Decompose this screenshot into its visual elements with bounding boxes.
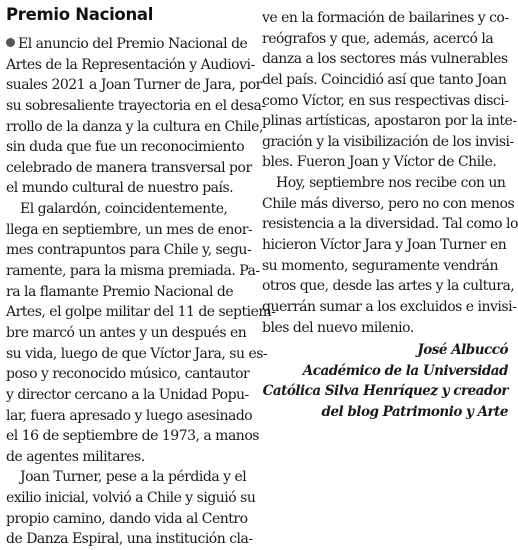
- author-title: Académico de la Universidad: [302, 362, 508, 379]
- text-line: suales 2021 a Joan Turner de Jara, por: [6, 77, 262, 94]
- author-signature: [262, 340, 508, 423]
- text-line: El galardón, coincidentemente,: [20, 201, 228, 218]
- text-line: otros que, desde las artes y la cultura,: [262, 278, 515, 295]
- text-line: su sobresaliente trayectoria en el desa-: [6, 97, 266, 114]
- author-title: del blog Patrimonio y Arte: [321, 403, 508, 420]
- text-line: Artes de la Representación y Audiovi-: [6, 56, 255, 73]
- text-line: de Danza Espiral, una institución cla-: [6, 531, 253, 548]
- text-line: su momento, seguramente vendrán: [262, 257, 499, 274]
- text-line: mes contrapuntos para Chile y, segu-: [6, 242, 252, 259]
- text-line: Artes, el golpe militar del 11 de septiem-: [6, 304, 276, 321]
- text-line: bre marcó un antes y un después en: [6, 324, 247, 341]
- text-line: el 16 de septiembre de 1973, a manos: [6, 428, 259, 445]
- text-line: celebrado de manera transversal por: [6, 159, 252, 176]
- text-line: Chile más diverso, pero no con menos: [262, 195, 515, 212]
- text-line: plinas artísticas, apostaron por la inte-: [262, 113, 517, 130]
- text-line: Hoy, septiembre nos recibe con un: [276, 175, 506, 192]
- text-line: Joan Turner, pese a la pérdida y el: [20, 469, 247, 486]
- text-line: querrán sumar a los excluidos e invisi-: [262, 298, 517, 315]
- text-line: del país. Coincidió así que tanto Joan: [262, 71, 507, 88]
- text-line: sin duda que fue un reconocimiento: [6, 139, 245, 156]
- headline: Premio Nacional: [6, 5, 154, 24]
- author-name: José Albuccó: [417, 342, 508, 358]
- text-line: de agentes militares.: [6, 448, 145, 465]
- text-line: y director cercano a la Unidad Popu-: [6, 386, 249, 403]
- text-line: ramente, para la misma premiada. Pa-: [6, 263, 260, 280]
- text-line: rrollo de la danza y la cultura en Chile,: [6, 118, 263, 135]
- text-line: ra la flamante Premio Nacional de: [6, 283, 234, 300]
- text-line: bles. Fueron Joan y Víctor de Chile.: [262, 154, 497, 171]
- text-line: exilio inicial, volvió a Chile y siguió su: [6, 490, 256, 507]
- text-line: [6, 34, 248, 55]
- text-line: hicieron Víctor Jara y Joan Turner en: [262, 237, 507, 254]
- text-line: como Víctor, en sus respectivas disci-: [262, 92, 509, 109]
- text-line: bles del nuevo milenio.: [262, 319, 414, 336]
- text-line: danza a los sectores más vulnerables: [262, 51, 508, 68]
- text-line-content: El anuncio del Premio Nacional de: [18, 36, 248, 52]
- text-line: su vida, luego de que Víctor Jara, su es-: [6, 345, 268, 362]
- right-column: [262, 8, 518, 338]
- text-line: propio camino, dando vida al Centro: [6, 510, 248, 527]
- text-line: llega en septiembre, un mes de enor-: [6, 221, 253, 238]
- text-line: resistencia a la diversidad. Tal como lo: [262, 216, 518, 233]
- text-line: reógrafos y que, además, acercó la: [262, 30, 494, 47]
- text-line: lar, fuera apresado y luego asesinado: [6, 407, 253, 424]
- left-column: [6, 34, 276, 550]
- author-title: Católica Silva Henríquez y creador: [262, 383, 508, 400]
- text-line: ve en la formación de bailarines y co-: [262, 10, 509, 26]
- text-line: el mundo cultural de nuestro país.: [6, 180, 234, 197]
- text-line: poso y reconocido músico, cantautor: [6, 366, 250, 383]
- text-line: gración y la visibilización de los invisi-: [262, 133, 514, 150]
- bullet-icon: [6, 38, 15, 47]
